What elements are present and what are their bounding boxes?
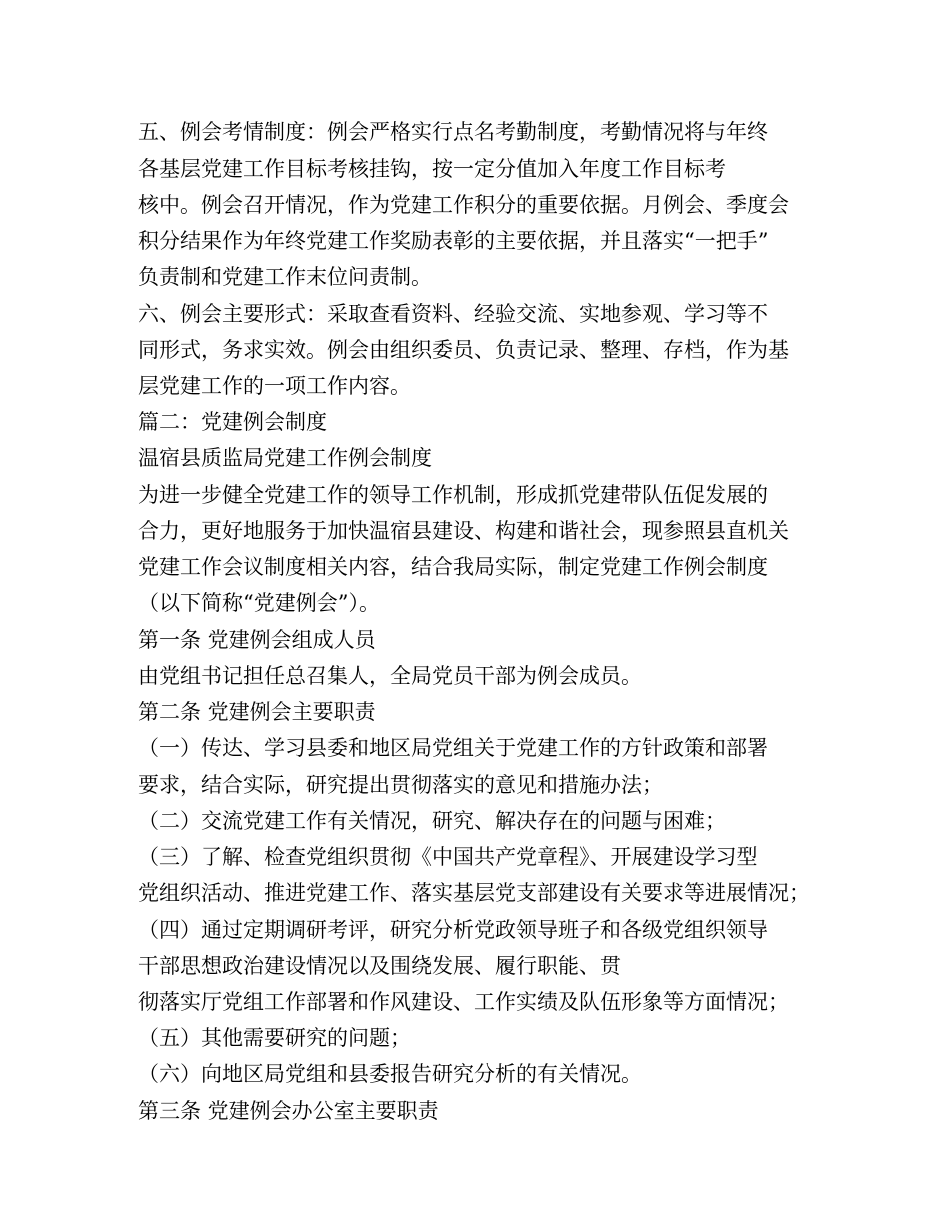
text-line: 六、例会主要形式：采取查看资料、经验交流、实地参观、学习等不 — [138, 302, 768, 326]
text-line: 五、例会考情制度：例会严格实行点名考勤制度，考勤情况将与年终 — [138, 120, 768, 144]
text-line: 层党建工作的一项工作内容。 — [138, 374, 411, 398]
text-line: 负责制和党建工作末位问责制。 — [138, 265, 432, 289]
text-line: （四）通过定期调研考评，研究分析党政领导班子和各级党组织领导 — [138, 918, 768, 942]
text-line: 要求，结合实际，研究提出贯彻落实的意见和措施办法； — [138, 773, 663, 797]
article-heading: 第三条 党建例会办公室主要职责 — [138, 1099, 439, 1123]
text-line: 各基层党建工作目标考核挂钩，按一定分值加入年度工作目标考 — [138, 157, 726, 181]
text-line: 党建工作会议制度相关内容，结合我局实际，制定党建工作例会制度 — [138, 555, 768, 579]
text-line: 同形式，务求实效。例会由组织委员、负责记录、整理、存档，作为基 — [138, 338, 789, 362]
article-heading: 第一条 党建例会组成人员 — [138, 628, 376, 652]
article-heading: 第二条 党建例会主要职责 — [138, 700, 376, 724]
text-line: 由党组书记担任总召集人，全局党员干部为例会成员。 — [138, 664, 642, 688]
text-line: 核中。例会召开情况，作为党建工作积分的重要依据。月例会、季度会 — [138, 193, 789, 217]
text-line: 干部思想政治建设情况以及围绕发展、履行职能、贯 — [138, 954, 621, 978]
text-line: 党组织活动、推进党建工作、落实基层党支部建设有关要求等进展情况； — [138, 881, 810, 905]
text-line: 彻落实厅党组工作部署和作风建设、工作实绩及队伍形象等方面情况； — [138, 990, 789, 1014]
text-line: （二）交流党建工作有关情况，研究、解决存在的问题与困难； — [138, 809, 726, 833]
text-line: 合力，更好地服务于加快温宿县建设、构建和谐社会，现参照县直机关 — [138, 519, 789, 543]
text-line: 为进一步健全党建工作的领导工作机制，形成抓党建带队伍促发展的 — [138, 483, 768, 507]
section-heading: 篇二：党建例会制度 — [138, 410, 327, 434]
text-line: （五）其他需要研究的问题； — [138, 1026, 411, 1050]
text-line: （三）了解、检查党组织贯彻《中国共产党章程》、开展建设学习型 — [138, 845, 758, 869]
text-line: （六）向地区局党组和县委报告研究分析的有关情况。 — [138, 1062, 642, 1086]
text-line: 积分结果作为年终党建工作奖励表彰的主要依据，并且落实“一把手” — [138, 229, 769, 253]
text-line: （一）传达、学习县委和地区局党组关于党建工作的方针政策和部署 — [138, 736, 768, 760]
document-title: 温宿县质监局党建工作例会制度 — [138, 446, 432, 470]
text-line: （以下简称“党建例会”）。 — [138, 591, 380, 615]
